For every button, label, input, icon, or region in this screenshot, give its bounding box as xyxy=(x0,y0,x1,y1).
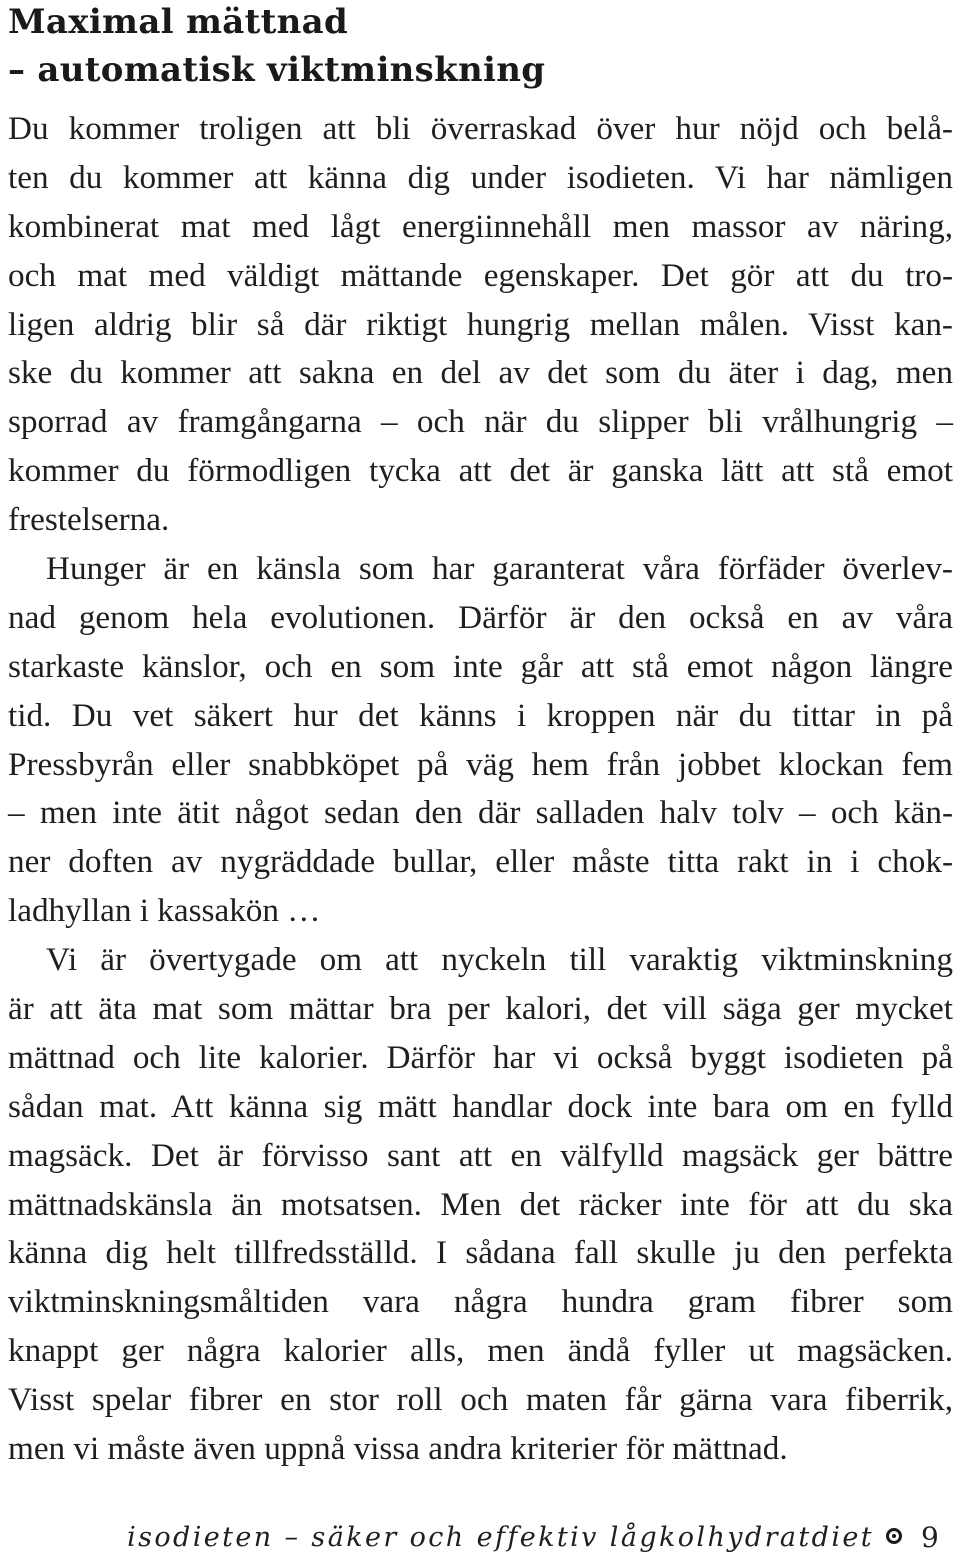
text-line: starkaste känslor, och en som inte går att stå emot någon längre xyxy=(8,647,953,685)
text-line: magsäck. Det är förvisso sant att en välfylld magsäck ger bättre xyxy=(8,1136,953,1174)
body-text xyxy=(8,105,953,1474)
text-line: ner doften av nygräddade bullar, eller måste titta rakt in i chok- xyxy=(8,843,953,881)
text-line: knappt ger några kalorier alls, men ändå fyller ut magsäcken. xyxy=(8,1332,953,1370)
text-line: – men inte ätit något sedan den där salladen halv tolv – och kän- xyxy=(8,794,953,832)
text-line: Hunger är en känsla som har garanterat våra förfäder överlev- xyxy=(46,550,953,588)
text-line: Pressbyrån eller snabbköpet på väg hem från jobbet klockan fem xyxy=(8,745,953,783)
heading-line-1: Maximal mättnad xyxy=(8,2,349,42)
text-line: Vi är övertygade om att nyckeln till varaktig viktminskning xyxy=(46,941,953,979)
running-title: isodieten – säker och effektiv lågkolhydratdiet xyxy=(127,1522,874,1553)
page-footer xyxy=(0,1520,960,1556)
text-line: men vi måste även uppnå vissa andra kriterier för mättnad. xyxy=(8,1430,788,1468)
text-line: Visst spelar fibrer en stor roll och maten får gärna vara fiberrik, xyxy=(8,1381,953,1419)
text-line: ligen aldrig blir så där riktigt hungrig mellan målen. Visst kan- xyxy=(8,305,953,343)
text-line: mättnadskänsla än motsatsen. Men det räcker inte för att du ska xyxy=(8,1185,953,1223)
text-line: kombinerat mat med lågt energiinnehåll men massor av näring, xyxy=(8,207,953,245)
text-line: och mat med väldigt mättande egenskaper. Det gör att du tro- xyxy=(8,256,953,294)
text-line: nad genom hela evolutionen. Därför är den också en av våra xyxy=(8,598,953,636)
text-line: ladhyllan i kassakön … xyxy=(8,892,321,930)
text-line: tid. Du vet säkert hur det känns i kroppen när du tittar in på xyxy=(8,696,953,734)
text-line: sådan mat. Att känna sig mätt handlar dock inte bara om en fylld xyxy=(8,1087,953,1125)
text-line: ske du kommer att sakna en del av det som du äter i dag, men xyxy=(8,354,953,392)
text-line: mättnad och lite kalorier. Därför har vi också byggt isodieten på xyxy=(8,1038,953,1076)
chapter-heading xyxy=(8,0,948,94)
text-line: sporrad av framgångarna – och när du slipper bli vrålhungrig – xyxy=(8,403,953,441)
target-bullet-icon xyxy=(886,1528,902,1544)
text-line: känna dig helt tillfredsställd. I sådana fall skulle ju den perfekta xyxy=(8,1234,953,1272)
page-number: 9 xyxy=(921,1521,939,1554)
text-line: Du kommer troligen att bli överraskad över hur nöjd och belå- xyxy=(8,110,953,147)
text-line: är att äta mat som mättar bra per kalori, det vill säga ger mycket xyxy=(8,990,953,1028)
heading-line-2: – automatisk viktminskning xyxy=(8,50,546,90)
text-line: kommer du förmodligen tycka att det är ganska lätt att stå emot xyxy=(8,452,953,490)
text-line: ten du kommer att känna dig under isodieten. Vi har nämligen xyxy=(8,158,953,196)
text-line: viktminskningsmåltiden vara några hundra gram fibrer som xyxy=(8,1283,953,1321)
text-line: frestelserna. xyxy=(8,501,170,539)
